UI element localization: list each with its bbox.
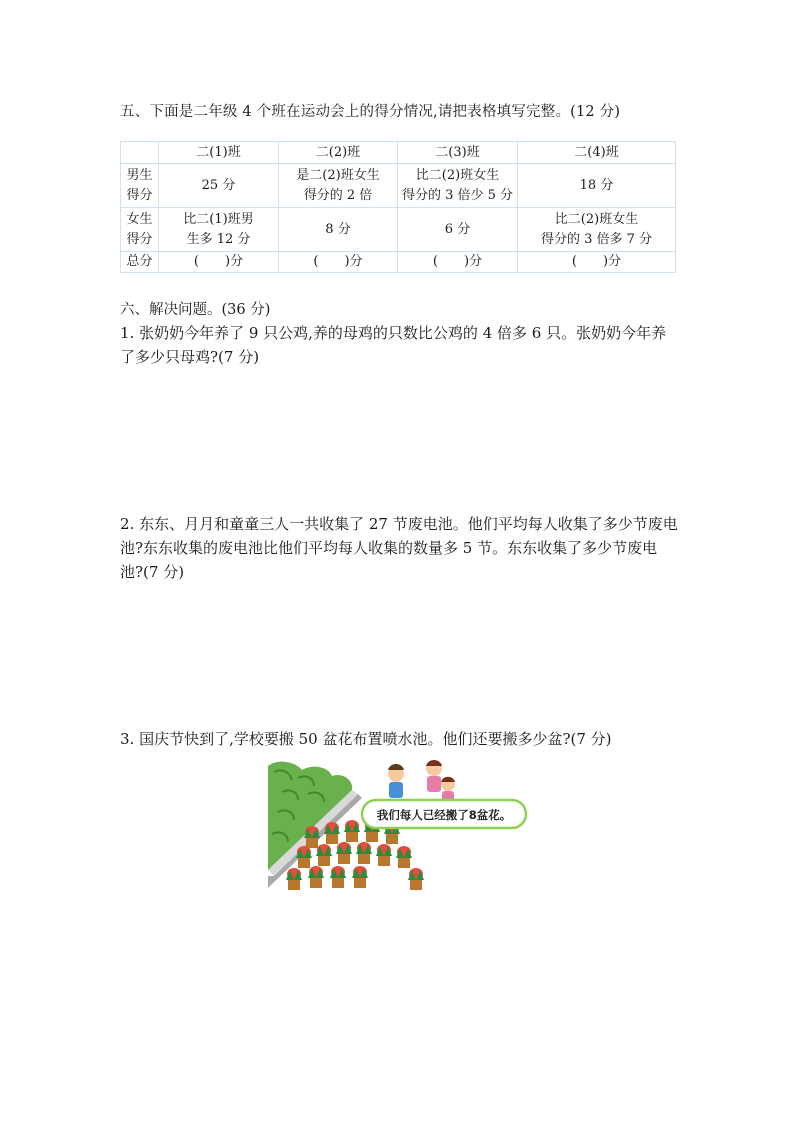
table-header-cell: 二(3)班 [398, 142, 518, 164]
question-3: 3. 国庆节快到了,学校要搬 50 盆花布置喷水池。他们还要搬多少盆?(7 分) [120, 730, 612, 748]
table-cell: ( )分 [398, 252, 518, 273]
section5-title: 五、下面是二年级 4 个班在运动会上的得分情况,请把表格填写完整。(12 分) [120, 104, 621, 120]
table-cell: 25 分 [159, 164, 279, 208]
table-header-cell: 二(1)班 [159, 142, 279, 164]
speech-text: 我们每人已经搬了8盆花。 [376, 808, 512, 822]
table-header-row [121, 142, 676, 164]
table-cell: 比二(2)班女生 得分的 3 倍多 7 分 [518, 208, 676, 252]
children-figures [388, 760, 455, 803]
table-cell: 18 分 [518, 164, 676, 208]
table-cell: 比二(1)班男 生多 12 分 [159, 208, 279, 252]
section6-title: 六、解决问题。(36 分) [120, 302, 271, 318]
table-header-cell: 二(2)班 [279, 142, 398, 164]
flower-illustration [268, 758, 538, 890]
table-row-girls [121, 208, 676, 252]
table-cell: 8 分 [279, 208, 398, 252]
score-table [120, 141, 676, 273]
row-label: 总分 [121, 252, 159, 273]
question-1: 1. 张奶奶今年养了 9 只公鸡,养的母鸡的只数比公鸡的 4 倍多 6 只。张奶奶今年养了多少只母鸡?(7 分) [120, 324, 667, 366]
table-cell: ( )分 [159, 252, 279, 273]
row-label: 女生 得分 [121, 208, 159, 252]
table-row-boys [121, 164, 676, 208]
table-cell: 6 分 [398, 208, 518, 252]
table-cell: 是二(2)班女生 得分的 2 倍 [279, 164, 398, 208]
table-cell: 比二(2)班女生 得分的 3 倍少 5 分 [398, 164, 518, 208]
table-header-cell [121, 142, 159, 164]
row-label: 男生 得分 [121, 164, 159, 208]
question-2: 2. 东东、月月和童童三人一共收集了 27 节废电池。他们平均每人收集了多少节废电池?东东收集的废电池比他们平均每人收集的数量多 5 节。东东收集了多少节废电池?(7 分) [120, 515, 678, 581]
table-cell: ( )分 [518, 252, 676, 273]
table-cell: ( )分 [279, 252, 398, 273]
table-header-cell: 二(4)班 [518, 142, 676, 164]
speech-bubble [362, 800, 526, 828]
table-row-total [121, 252, 676, 273]
